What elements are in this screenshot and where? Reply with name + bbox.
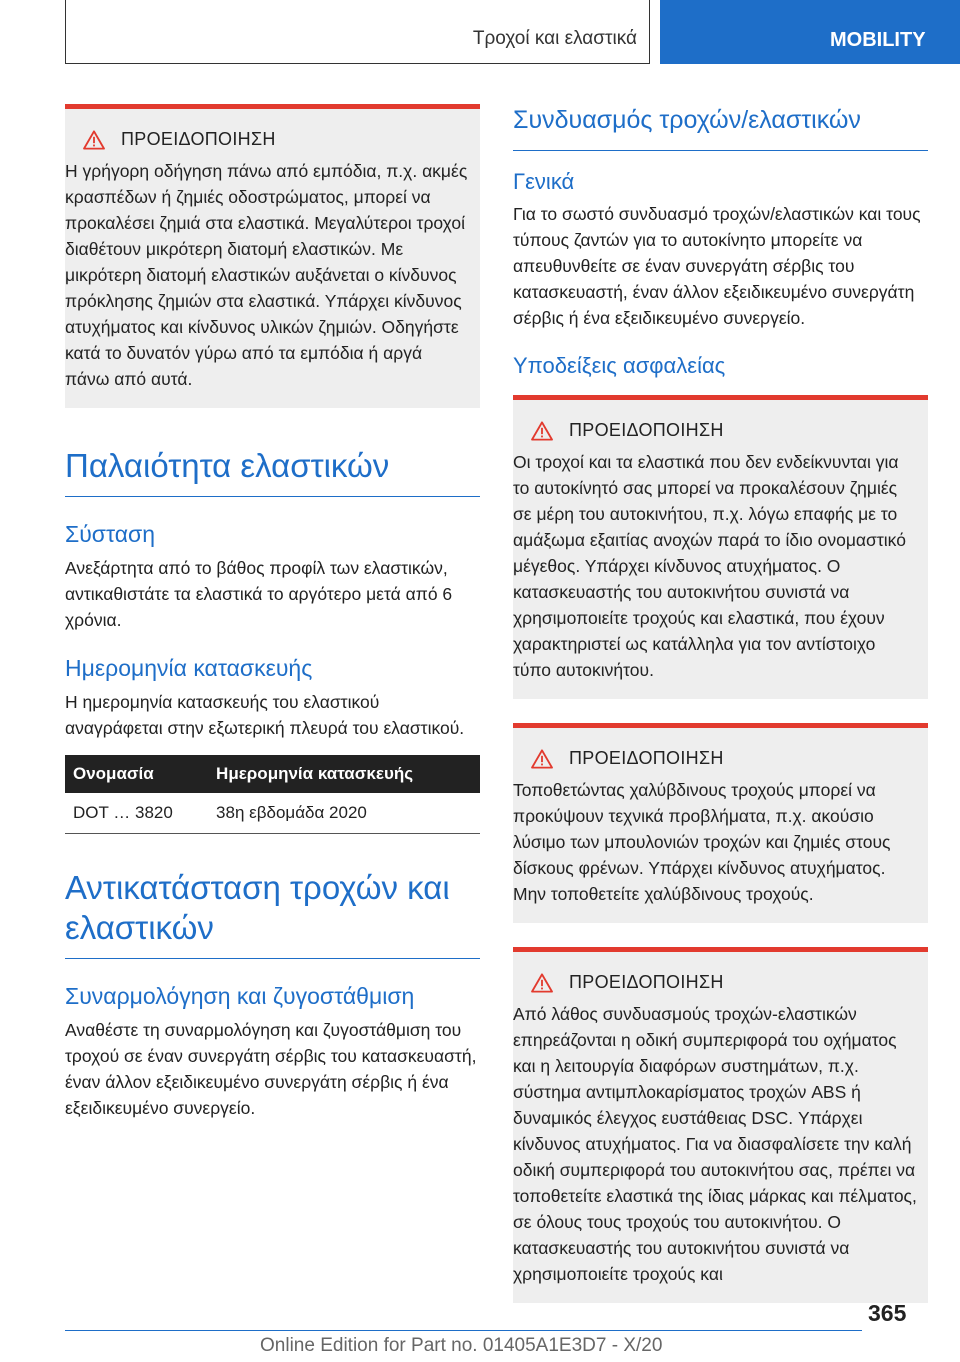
general-text: Για το σωστό συνδυασμό τροχών/ελαστικών και τους τύπους ζαντών για το αυτοκίνητο μπορείτε να απευθυνθείτε σε έναν συνεργάτη σέρβις του κατασκευαστή, έναν άλλον εξειδικευμένο συνεργάτη σέρβις ή ένα εξειδικευμένο συνεργείο. xyxy=(513,204,921,328)
chapter-title: Τροχοί και ελαστικά xyxy=(472,28,637,49)
warning-text: Οι τροχοί και τα ελαστικά που δεν ενδείκνυνται για το αυτοκίνητό σας μπορεί να προκαλέσουν ζημιές σε μέρη του αυτοκινήτου, π.χ. λόγω επαφής με το αμάξωμα εξαιτίας ανοχών παρά το ίδιο ονομαστικό μέγεθος. Υπάρχει κίνδυνος ατυχήματος. Ο κατασκευαστής του αυτοκινήτου συνιστά να χρησιμοποιείτε τροχούς και ελαστικά, που έχουν χαρακτηριστεί ως κατάλληλα για τον αντίστοιχο τύπο αυτοκινήτου. xyxy=(513,452,906,680)
warning-box xyxy=(513,723,928,923)
recommendation-text: Ανεξάρτητα από το βάθος προφίλ των ελαστικών, αντικαθιστάτε τα ελαστικά το αργότερο μετά από 6 χρόνια. xyxy=(65,558,453,630)
subheading-assembly: Συναρμολόγηση και ζυγοστάθμιση xyxy=(65,982,415,1009)
warning-triangle-icon xyxy=(531,421,553,441)
warning-text: Η γρήγορη οδήγηση πάνω από εμπόδια, π.χ. ακμές κρασπέδων ή ζημιές οδοστρώματος, μπορεί να προκαλέσει ζημιά στα ελαστικά. Μεγαλύτεροι τροχοί διαθέτουν μικρότερη διατομή ελαστικών. Με μικρότερη διατομή ελαστικών αυξάνεται ο κίνδυνος πρόκλησης ζημιών στα ελαστικά. Υπάρχει κίνδυνος ατυχήματος και κίνδυνος υλικών ζημιών. Οδηγήστε κατά το δυνατόν γύρω από τα εμπόδια ή αργά πάνω από αυτά. xyxy=(65,161,468,389)
manufacture-date-table xyxy=(65,755,480,834)
warning-triangle-icon xyxy=(531,973,553,993)
warning-header xyxy=(513,972,918,993)
table-cell-date: 38η εβδομάδα 2020 xyxy=(208,793,480,833)
warning-title: ΠΡΟΕΙΔΟΠΟΙΗΣΗ xyxy=(121,129,276,149)
manufacture-date-text: Η ημερομηνία κατασκευής του ελαστικού αναγράφεται στην εξωτερική πλευρά του ελαστικού. xyxy=(65,692,465,738)
subheading-safety: Υποδείξεις ασφαλείας xyxy=(513,353,726,378)
subheading-manufacture-date: Ημερομηνία κατασκευής xyxy=(65,655,313,681)
warning-title: ΠΡΟΕΙΔΟΠΟΙΗΣΗ xyxy=(569,748,724,768)
page-number: 365 xyxy=(868,1300,907,1326)
warning-header xyxy=(513,748,918,769)
section-tab-mobility[interactable]: MOBILITY xyxy=(660,0,960,64)
table-header-designation: Ονομασία xyxy=(65,755,208,793)
subheading-general: Γενικά xyxy=(513,169,575,194)
warning-triangle-icon xyxy=(83,130,105,150)
warning-header xyxy=(65,129,470,150)
warning-box xyxy=(65,104,480,408)
warning-header xyxy=(513,420,918,441)
heading-tire-age: Παλαιότητα ελαστικών xyxy=(65,446,480,497)
warning-triangle-icon xyxy=(531,749,553,769)
heading-wheel-tire-combination: Συνδυασμός τροχών/ελαστικών xyxy=(513,100,928,151)
warning-text: Τοποθετώντας χαλύβδινους τροχούς μπορεί να προκύψουν τεχνικά προβλήματα, π.χ. ακούσιο λύσιμο των μπουλονιών τροχών και ζημιές στους δίσκους φρένων. Υπάρχει κίνδυνος ατυχήματος. Μην τοποθετείτε χαλύβδινους τροχούς. xyxy=(513,780,891,904)
warning-box xyxy=(513,947,928,1303)
right-column xyxy=(513,100,928,1303)
warning-box xyxy=(513,395,928,699)
table-row xyxy=(65,793,480,833)
footer-edition: Online Edition for Part no. 01405A1E3D7 - X/20 xyxy=(260,1335,663,1356)
warning-text: Από λάθος συνδυασμούς τροχών-ελαστικών επηρεάζονται η οδική συμπεριφορά του οχήματος και η λειτουργία διαφόρων συστημάτων, π.χ. σύστημα αντιμπλοκαρίσματος τροχών ABS ή δυναμικός έλεγχος ευστάθειας DSC. Υπάρχει κίνδυνος ατυχήματος. Για να διασφαλίσετε την καλή οδική συμπεριφορά του αυτοκινήτου σας, πρέπει να τοποθετείτε ελαστικά της ίδιας μάρκας και πέλματος, σε όλους τους τροχούς του αυτοκινήτου. Ο κατασκευαστής του αυτοκινήτου συνιστά να χρησιμοποιείτε τροχούς και xyxy=(513,1004,917,1284)
table-cell-designation: DOT … 3820 xyxy=(65,793,208,833)
heading-replace-wheels: Αντικατάσταση τροχών και ελαστικών xyxy=(65,868,480,959)
table-header-date: Ημερομηνία κατασκευής xyxy=(208,755,480,793)
left-column xyxy=(65,104,480,1121)
warning-title: ΠΡΟΕΙΔΟΠΟΙΗΣΗ xyxy=(569,972,724,992)
table-header-row xyxy=(65,755,480,793)
footer-divider xyxy=(65,1330,862,1331)
subheading-recommendation: Σύσταση xyxy=(65,521,156,547)
assembly-text: Αναθέστε τη συναρμολόγηση και ζυγοστάθμιση του τροχού σε έναν συνεργάτη σέρβις του κατασκευαστή, έναν άλλον εξειδικευμένο συνεργάτη σέρβις ή ένα εξειδικευμένο συνεργείο. xyxy=(65,1019,477,1118)
warning-title: ΠΡΟΕΙΔΟΠΟΙΗΣΗ xyxy=(569,420,724,440)
